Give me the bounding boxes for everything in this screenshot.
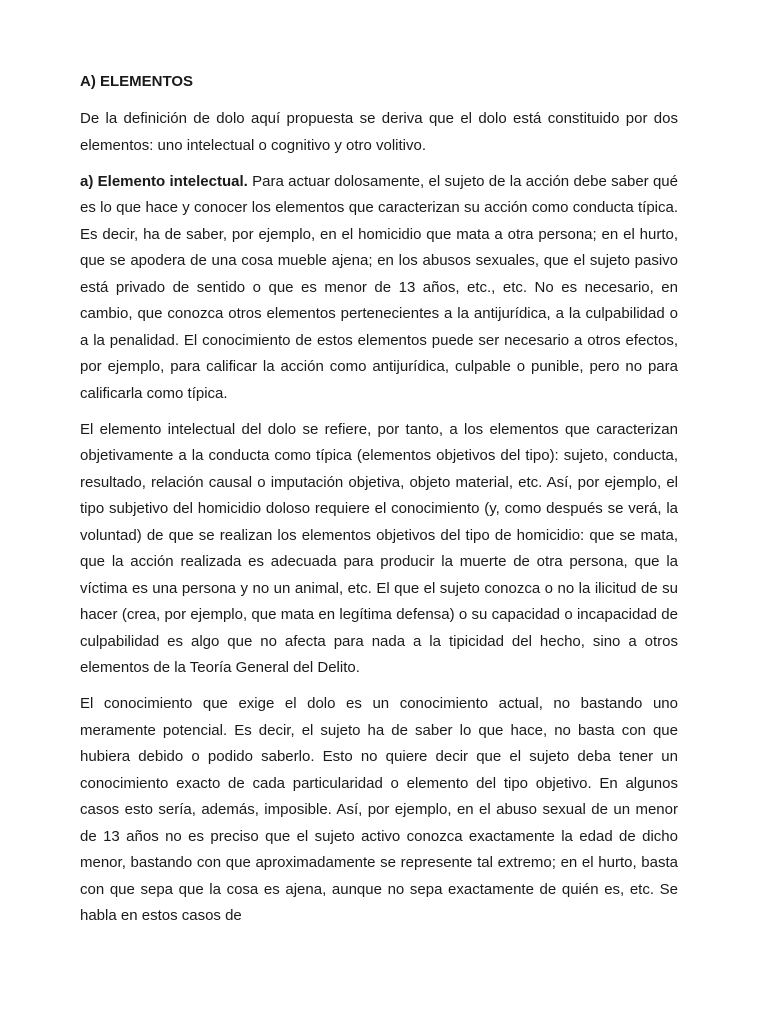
paragraph-objective-elements bbox=[80, 417, 678, 682]
document-page bbox=[80, 70, 678, 939]
paragraph-lead: a) Elemento intelectual. bbox=[80, 172, 248, 190]
paragraph-intellectual-element bbox=[80, 169, 678, 408]
paragraph-text: El elemento intelectual del dolo se refiere, por tanto, a los elementos que caracterizan objetivamente a la conducta como típica (elementos objetivos del tipo): sujeto, conducta, resultado, relación causal o imputación objetiva, objeto material, etc. Así, por ejemplo, el tipo subjetivo del homicidio doloso requiere el conocimiento (y, como después se verá, la voluntad) de que se realizan los elementos objetivos del tipo de homicidio: que se mata, que la acción realizada es adecuada para producir la muerte de otra persona, que la víctima es una persona y no un animal, etc. El que el sujeto conozca o no la ilicitud de su hacer (crea, por ejemplo, que mata en legítima defensa) o su capacidad o incapacidad de culpabilidad es algo que no afecta para nada a la tipicidad del hecho, sino a otros elementos de la Teoría General del Delito. bbox=[80, 420, 678, 676]
paragraph-intro bbox=[80, 106, 678, 159]
paragraph-text: El conocimiento que exige el dolo es un conocimiento actual, no bastando uno meramente potencial. Es decir, el sujeto ha de saber lo que hace, no basta con que hubiera debido o podido saberlo. Esto no quiere decir que el sujeto deba tener un conocimiento exacto de cada particularidad o elemento del tipo objetivo. En algunos casos esto sería, además, imposible. Así, por ejemplo, en el abuso sexual de un menor de 13 años no es preciso que el sujeto activo conozca exactamente la edad de dicho menor, bastando con que aproximadamente se represente tal extremo; en el hurto, basta con que sepa que la cosa es ajena, aunque no sepa exactamente de quién es, etc. Se habla en estos casos de bbox=[80, 695, 678, 924]
section-heading: A) ELEMENTOS bbox=[80, 73, 194, 90]
paragraph-actual-knowledge bbox=[80, 691, 678, 930]
paragraph-text: Para actuar dolosamente, el sujeto de la acción debe saber qué es lo que hace y conocer los elementos que caracterizan su acción como conducta típica. Es decir, ha de saber, por ejemplo, en el homicidio que mata a otra persona; en el hurto, que se apodera de una cosa mueble ajena; en los abusos sexuales, que el sujeto pasivo está privado de sentido o que es menor de 13 años, etc., etc. No es necesario, en cambio, que conozca otros elementos pertenecientes a la antijurídica, a la culpabilidad o a la penalidad. El conocimiento de estos elementos puede ser necesario a otros efectos, por ejemplo, para calificar la acción como antijurídica, culpable o punible, pero no para calificarla como típica. bbox=[80, 172, 678, 402]
paragraph-text: De la definición de dolo aquí propuesta se deriva que el dolo está constituido por dos elementos: uno intelectual o cognitivo y otro volitivo. bbox=[80, 110, 678, 154]
